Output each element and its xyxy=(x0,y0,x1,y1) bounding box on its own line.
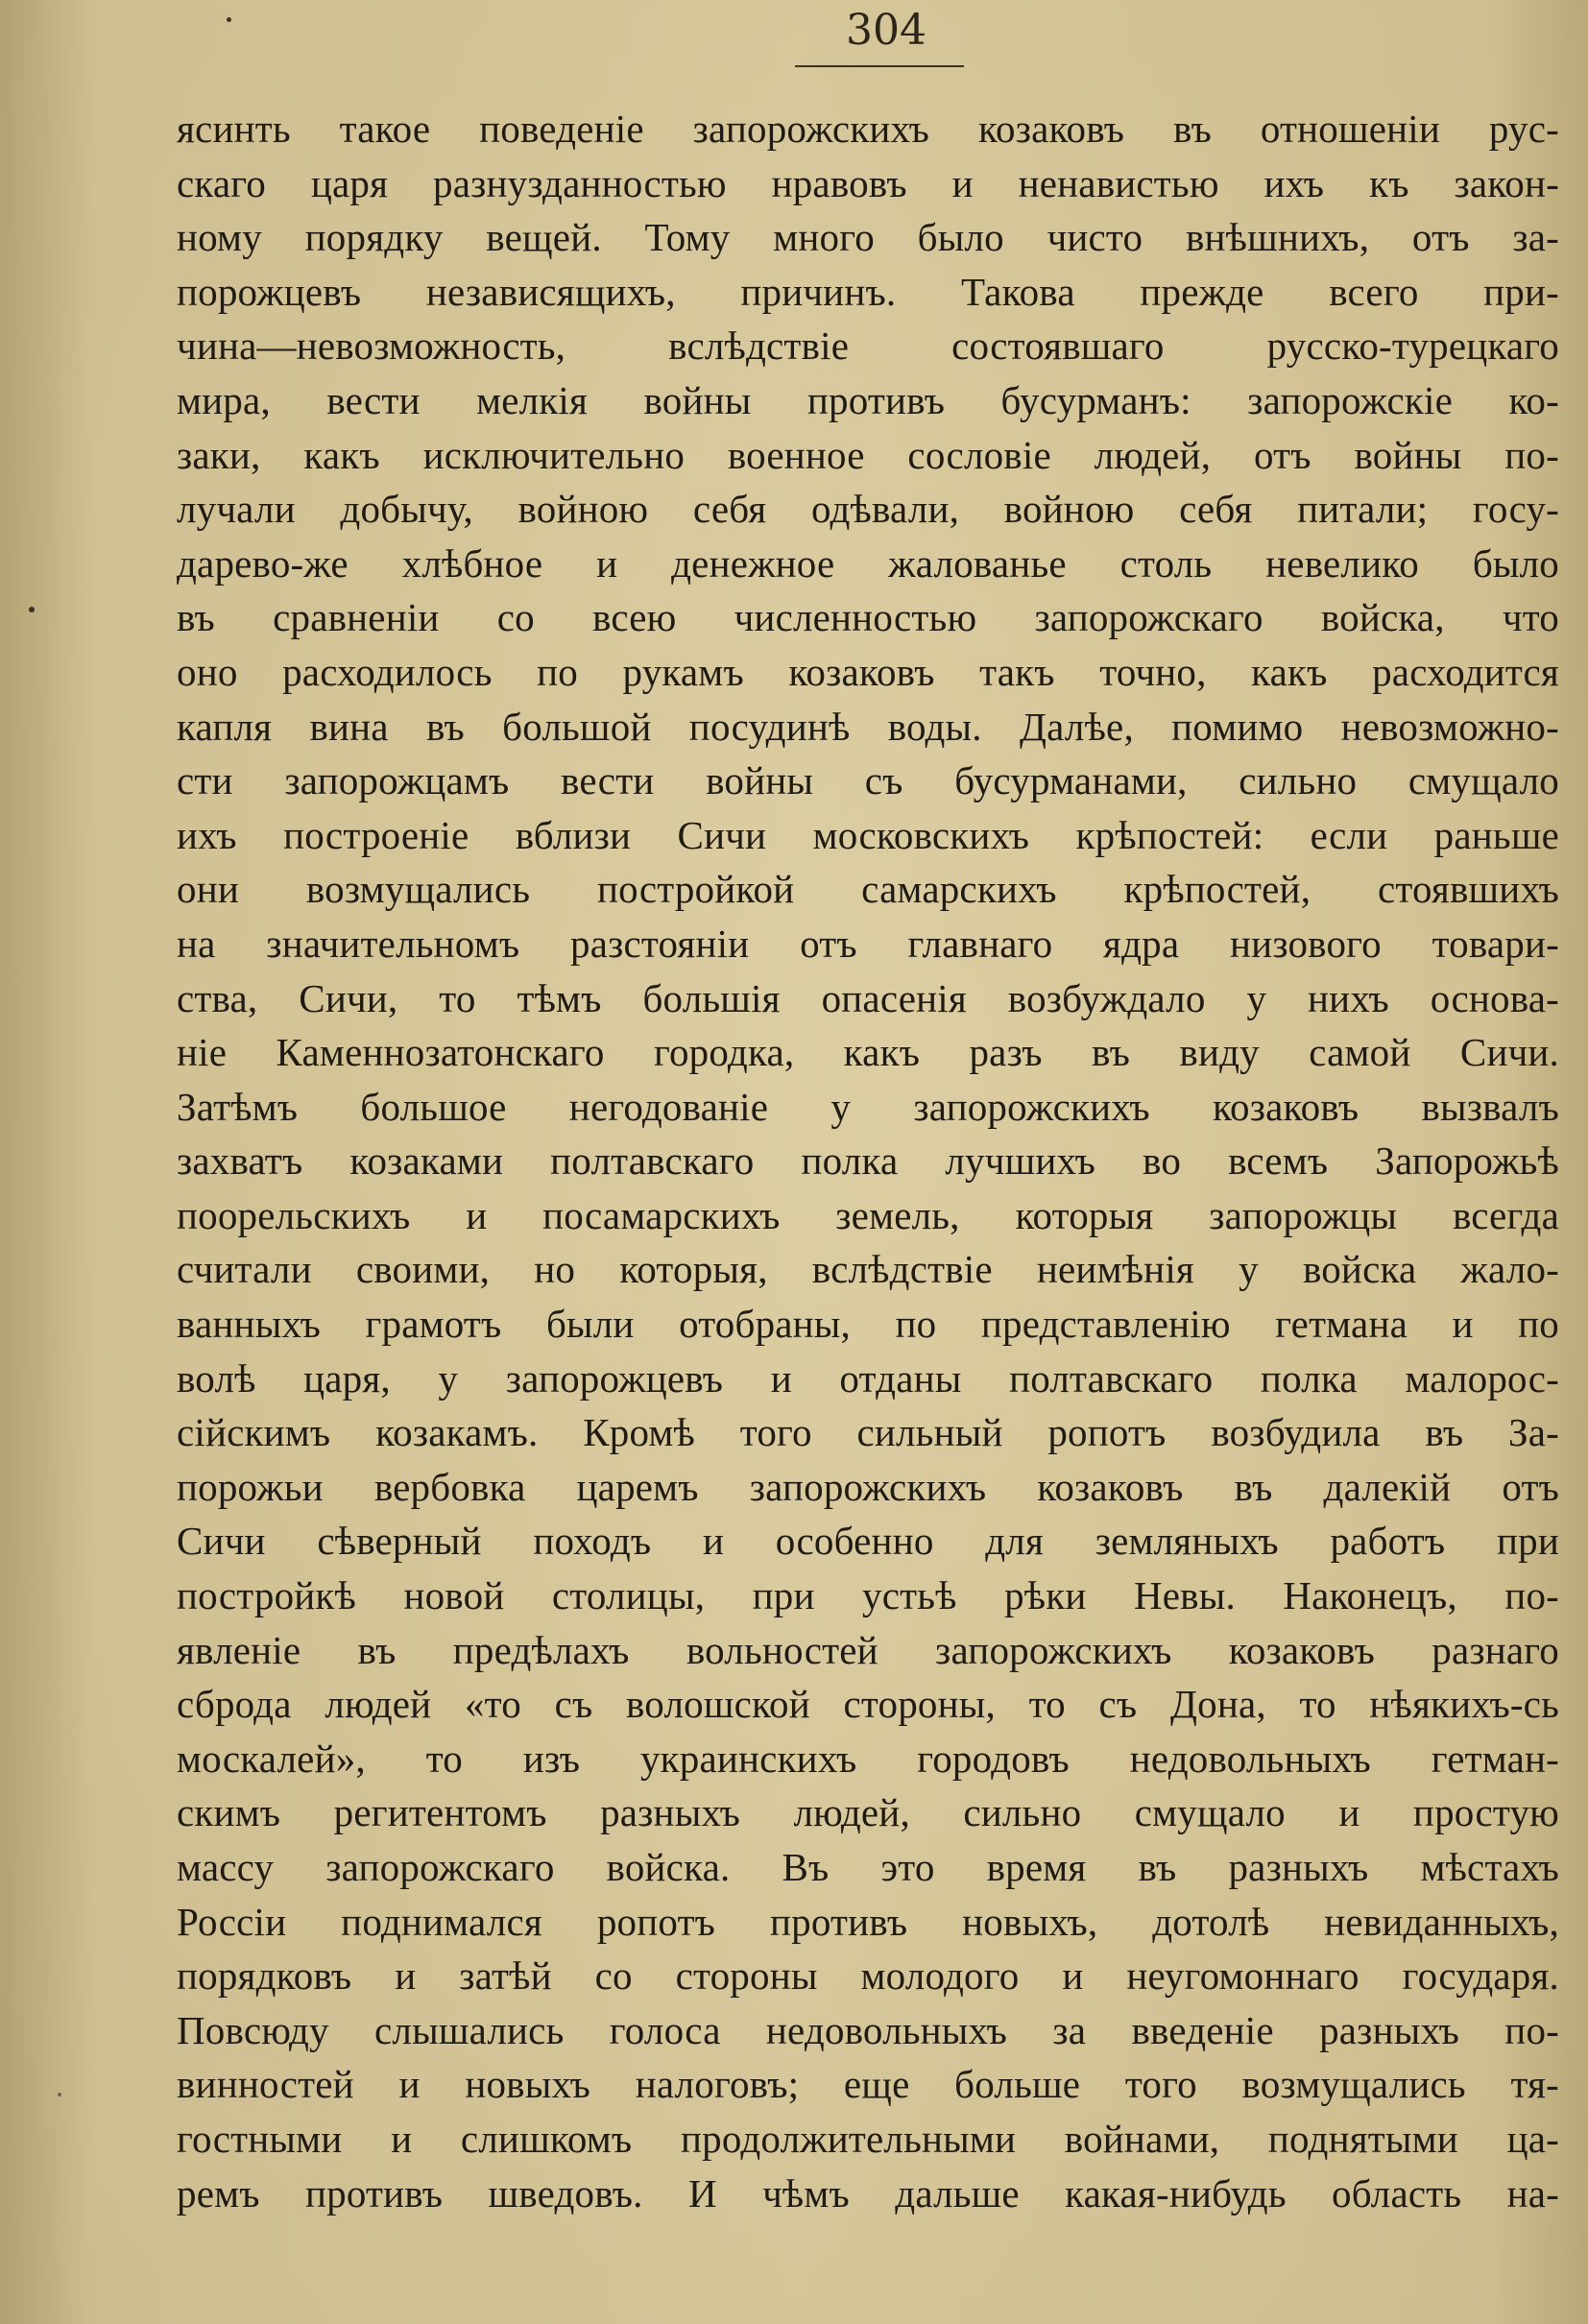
text-line: ства, Сичи, то тѣмъ большія опасенія возбуждало у нихъ основа- xyxy=(177,975,1559,1020)
text-line: капля вина въ большой посудинѣ воды. Далѣе, помимо невозможно- xyxy=(177,704,1559,749)
text-line: ніе Каменнозатонскаго городка, какъ разъ въ виду самой Сичи. xyxy=(177,1030,1559,1075)
text-line: порядковъ и затѣй со стороны молодого и неугомоннаго государя. xyxy=(177,1953,1559,1999)
text-line: ванныхъ грамотъ были отобраны, по представленію гетмана и по xyxy=(177,1302,1559,1347)
text-line: въ сравненіи со всею численностью запорожскаго войска, что xyxy=(177,595,1559,640)
text-line: массу запорожскаго войска. Въ это время въ разныхъ мѣстахъ xyxy=(177,1845,1559,1889)
text-line: считали своими, но которыя, вслѣдствіе неимѣнія у войска жало- xyxy=(177,1247,1559,1292)
text-line: ихъ построеніе вблизи Сичи московскихъ крѣпостей: если раньше xyxy=(177,812,1559,857)
text-line: ремъ противъ шведовъ. И чѣмъ дальше какая-нибудь область на- xyxy=(177,2170,1559,2216)
text-line: сти запорожцамъ вести войны съ бусурманами, сильно смущало xyxy=(177,758,1559,803)
text-line: Затѣмъ большое негодованіе у запорожскихъ козаковъ вызвалъ xyxy=(177,1084,1559,1129)
text-line: поорельскихъ и посамарскихъ земель, которыя запорожцы всегда xyxy=(177,1192,1559,1237)
text-line: явленіе въ предѣлахъ вольностей запорожскихъ козаковъ разнаго xyxy=(177,1627,1559,1672)
page-number-rule xyxy=(795,65,964,67)
text-line: чина—невозможность, вслѣдствіе состоявшаго русско-турецкаго xyxy=(177,323,1559,369)
text-line: ясинть такое поведеніе запорожскихъ козаковъ въ отношеніи рус- xyxy=(177,107,1559,151)
text-line: Россіи поднимался ропотъ противъ новыхъ, дотолѣ невиданныхъ, xyxy=(177,1899,1559,1944)
text-line: дарево-же хлѣбное и денежное жалованье столь невелико было xyxy=(177,540,1559,586)
text-line: скимъ регитентомъ разныхъ людей, сильно смущало и простую xyxy=(177,1790,1559,1835)
text-line: сброда людей «то съ волошской стороны, то съ Дона, то нѣякихъ-сь xyxy=(177,1682,1559,1727)
text-line: на значительномъ разстояніи отъ главнаго ядра низового товари- xyxy=(177,921,1559,966)
text-line: порожьи вербовка царемъ запорожскихъ козаковъ въ далекій отъ xyxy=(177,1464,1559,1509)
print-speck xyxy=(29,607,35,612)
text-line: заки, какъ исключительно военное сословіе людей, отъ войны по- xyxy=(177,432,1559,477)
text-line: Сичи сѣверный походъ и особенно для земляныхъ работъ при xyxy=(177,1519,1559,1564)
text-line: москалей», то изъ украинскихъ городовъ недовольныхъ гетман- xyxy=(177,1736,1559,1781)
text-line: постройкѣ новой столицы, при устьѣ рѣки Невы. Наконецъ, по- xyxy=(177,1573,1559,1618)
text-line: захватъ козаками полтавскаго полка лучшихъ во всемъ Запорожьѣ xyxy=(177,1138,1559,1184)
text-line: волѣ царя, у запорожцевъ и отданы полтавскаго полка малорос- xyxy=(177,1355,1559,1401)
text-line: сійскимъ козакамъ. Кромѣ того сильный ропотъ возбудила въ За- xyxy=(177,1410,1559,1455)
body-text xyxy=(177,102,1559,2220)
text-line: порожцевъ независящихъ, причинъ. Такова прежде всего при- xyxy=(177,269,1559,314)
text-line: винностей и новыхъ налоговъ; еще больше того возмущались тя- xyxy=(177,2062,1559,2107)
text-line: скаго царя разнузданностью нравовъ и ненавистью ихъ къ закон- xyxy=(177,160,1559,205)
page-number: 304 xyxy=(846,6,926,55)
print-speck xyxy=(227,17,231,22)
text-line: лучали добычу, войною себя одѣвали, войною себя питали; госу- xyxy=(177,487,1559,532)
text-line: Повсюду слышались голоса недовольныхъ за введеніе разныхъ по- xyxy=(177,2007,1559,2052)
text-line: оно расходилось по рукамъ козаковъ такъ точно, какъ расходится xyxy=(177,649,1559,694)
text-line: ному порядку вещей. Тому много было чисто внѣшнихъ, отъ за- xyxy=(177,215,1559,260)
text-line: мира, вести мелкія войны противъ бусурманъ: запорожскіе ко- xyxy=(177,377,1559,422)
text-line: они возмущались постройкой самарскихъ крѣпостей, стоявшихъ xyxy=(177,867,1559,912)
text-line: гостными и слишкомъ продолжительными войнами, поднятыми ца- xyxy=(177,2116,1559,2161)
print-speck xyxy=(58,2093,61,2096)
